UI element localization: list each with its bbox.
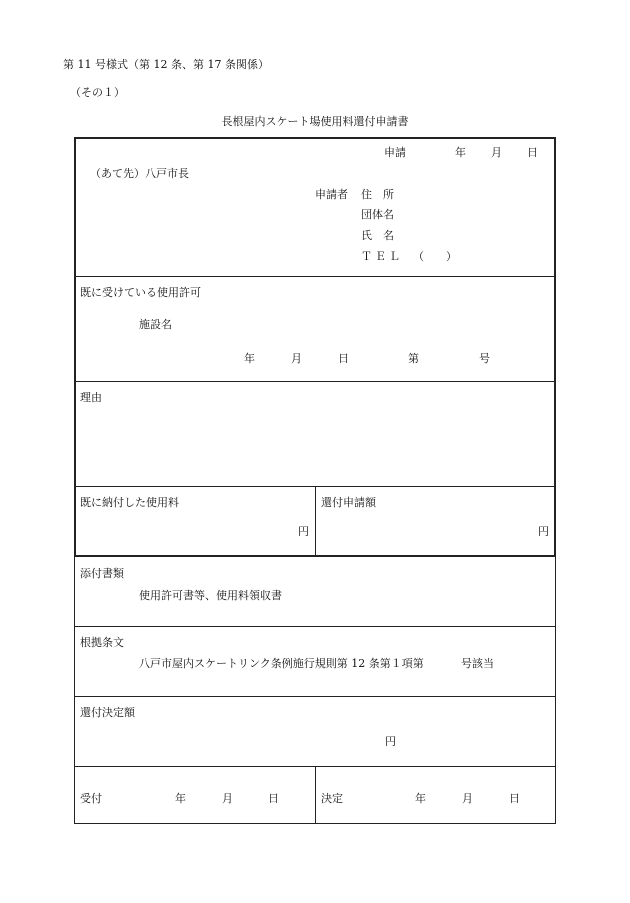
- refund-decision-heading: 還付決定額: [80, 706, 135, 719]
- decision-year: 年: [415, 792, 426, 805]
- border-left-thick: [74, 137, 76, 557]
- permit-number-suffix: 号: [479, 352, 490, 365]
- decision-month: 月: [462, 792, 473, 805]
- application-date-label: 申請: [384, 146, 406, 159]
- lower-border-right: [555, 557, 556, 824]
- decision-label: 決定: [321, 792, 343, 805]
- border-right-thick: [554, 137, 556, 557]
- group-label: 団体名: [361, 208, 394, 221]
- permit-year: 年: [244, 352, 255, 365]
- received-day: 日: [268, 792, 279, 805]
- legal-basis-suffix: 号該当: [461, 657, 494, 670]
- attachments-heading: 添付書類: [80, 567, 124, 580]
- divider-4: [74, 626, 556, 627]
- lower-border-left: [74, 557, 75, 824]
- name-label: 氏 名: [361, 229, 394, 242]
- divider-1: [75, 276, 555, 277]
- border-top-thick: [74, 137, 556, 139]
- received-month: 月: [222, 792, 233, 805]
- decision-day: 日: [509, 792, 520, 805]
- refund-request-label: 還付申請額: [321, 496, 376, 509]
- permit-day: 日: [338, 352, 349, 365]
- received-year: 年: [175, 792, 186, 805]
- tel-parens: （ ）: [413, 250, 457, 263]
- reason-heading: 理由: [80, 391, 102, 404]
- form-number: 第 11 号様式（第 12 条、第 17 条関係）: [63, 58, 269, 71]
- legal-basis-heading: 根拠条文: [80, 636, 124, 649]
- footer-column-divider: [315, 766, 316, 824]
- refund-request-unit: 円: [538, 525, 549, 538]
- received-label: 受付: [80, 792, 102, 805]
- application-date-year: 年: [455, 146, 466, 159]
- paid-fee-unit: 円: [298, 525, 309, 538]
- paid-fee-label: 既に納付した使用料: [80, 496, 179, 509]
- permit-month: 月: [291, 352, 302, 365]
- page-title: 長根屋内スケート場使用料還付申請書: [221, 115, 409, 128]
- amount-column-divider: [315, 486, 316, 556]
- permit-heading: 既に受けている使用許可: [80, 286, 201, 299]
- applicant-label: 申請者: [315, 188, 348, 201]
- addressee: （あて先）八戸市長: [90, 167, 189, 180]
- application-date-month: 月: [491, 146, 502, 159]
- refund-decision-unit: 円: [385, 735, 396, 748]
- permit-number-prefix: 第: [408, 352, 419, 365]
- legal-basis-prefix: 八戸市屋内スケートリンク条例施行規則第 12 条第１項第: [139, 657, 424, 670]
- divider-5: [74, 696, 556, 697]
- facility-name-label: 施設名: [139, 318, 172, 331]
- application-date-day: 日: [527, 146, 538, 159]
- attachments-value: 使用許可書等、使用料領収書: [139, 589, 282, 602]
- divider-2: [75, 381, 555, 382]
- address-label: 住 所: [361, 188, 394, 201]
- tel-label: ＴＥＬ: [361, 250, 403, 263]
- form-part: （その１）: [70, 86, 125, 99]
